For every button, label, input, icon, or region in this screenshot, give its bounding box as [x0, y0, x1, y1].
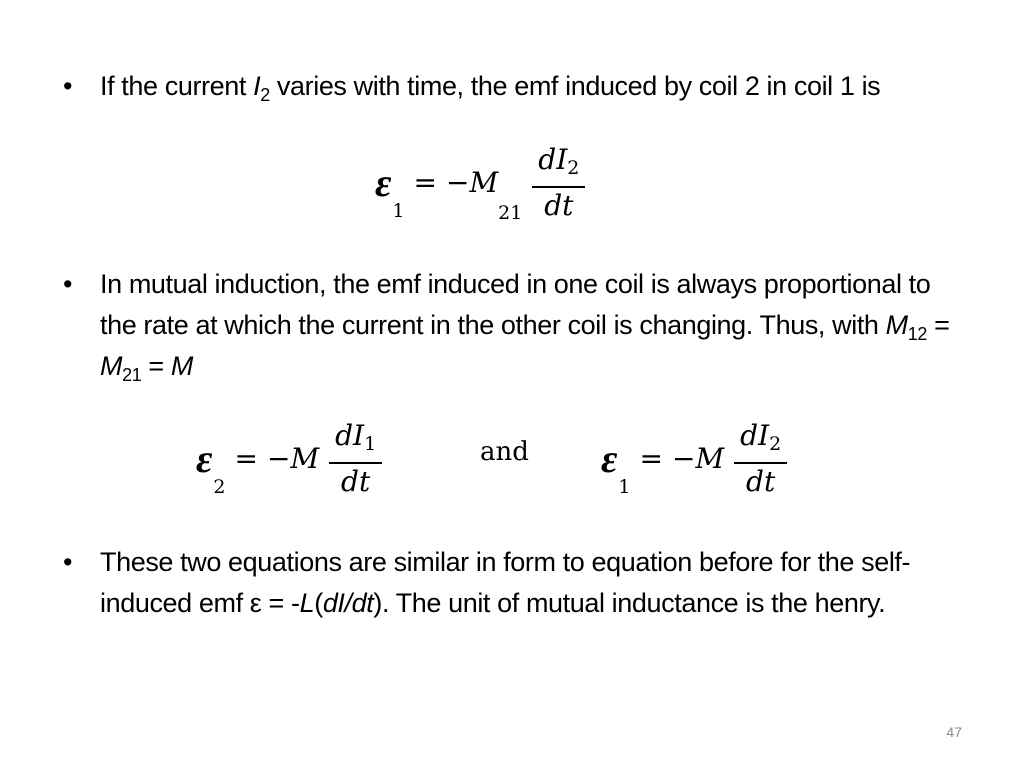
equation-emf1-m21: ε 1 = − M 21 $\frac{dI2}{dt}$ [375, 142, 585, 224]
bullet-3-text: These two equations are similar in form to equation before for the self-induced emf ε = -L(dI/dt). The unit of mutual inductance is the henry. [100, 547, 911, 618]
fraction: $\frac{dI2}{dt}$ [734, 418, 787, 500]
bullet-1-text: If the current $I_2$ varies with time, the emf induced by coil 2 in coil 1 is [100, 71, 881, 105]
equation-and: and [480, 437, 529, 467]
equation-emf2: ε 2 = − M $\frac{dI1}{dt}$ [196, 418, 382, 500]
equation-emf1: ε 1 = − M $\frac{dI2}{dt}$ [601, 418, 787, 500]
fraction: $\frac{dI2}{dt}$ [532, 142, 585, 224]
bullet-marker: • [63, 269, 73, 299]
bullet-marker: • [63, 547, 73, 577]
page-number: 47 [946, 724, 962, 740]
fraction: $\frac{dI1}{dt}$ [329, 418, 382, 500]
bullet-marker: • [63, 71, 73, 101]
bullet-2-text: In mutual induction, the emf induced in one coil is always proportional to the rate at which the current in the other coil is changing. Thus, with $M_{12} = M_{21} = M$ [100, 269, 950, 385]
